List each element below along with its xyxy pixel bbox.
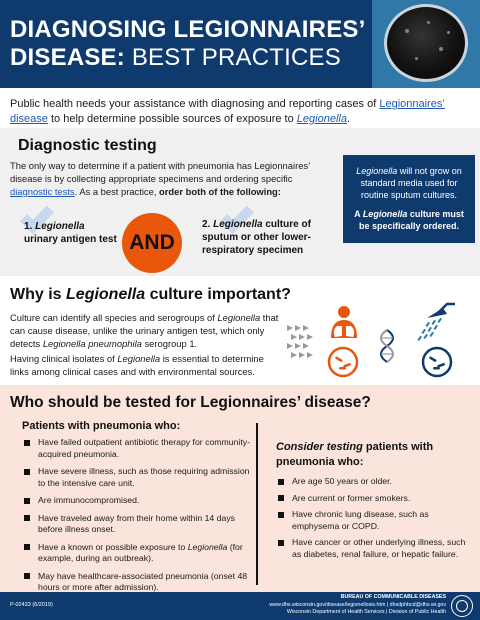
why-paragraph-2 [10, 352, 282, 378]
test2-name: culture of sputum or other lower-respiratory specimen [202, 219, 311, 256]
title-line2-light: BEST PRACTICES [131, 44, 341, 71]
right-criteria-list [276, 476, 472, 560]
note-text [356, 166, 462, 200]
list-item: May have healthcare-associated pneumonia (onset 48 hours or more after admission). [22, 571, 250, 594]
list-item: Have cancer or other underlying illness, such as diabetes, renal failure, or hepatic failure. [276, 537, 472, 560]
footer-contact [269, 594, 446, 617]
bureau-name: BUREAU OF COMMUNICABLE DISEASES [340, 594, 446, 600]
footer [0, 592, 480, 620]
left-criteria-list [22, 437, 250, 594]
petri-dish-plate [384, 4, 468, 82]
bacteria-icon [329, 348, 357, 376]
test1-genus: Legionella [35, 221, 85, 232]
test1-number: 1. [24, 221, 36, 232]
why-p1-species: Legionella pneumophila [42, 338, 142, 349]
and-badge: AND [122, 213, 182, 273]
test-culture [202, 218, 330, 257]
list-item: Are immunocompromised. [22, 495, 250, 507]
page-title [10, 16, 370, 72]
why-p1-a: Culture can identify all species and serogroups of [10, 312, 218, 323]
list-item [22, 542, 250, 565]
title-line2-bold: DISEASE: [10, 44, 125, 71]
diag-text: The only way to determine if a patient with pneumonia has Legionnaires’ disease is by collecting appropriate specimens and ordering specific [10, 160, 310, 184]
why-p1-b: that can cause disease, unlike the urinary antigen test, which only detects [10, 312, 279, 349]
colony-spot [405, 29, 409, 33]
dna-icon [381, 330, 393, 362]
who-tested-section [0, 385, 480, 592]
why-p2-genus: Legionella [117, 353, 161, 364]
diagnostic-description [10, 159, 332, 198]
note-bold-rest: culture must be specifically ordered. [358, 209, 464, 231]
why-p1-c: serogroup 1. [141, 338, 198, 349]
intro-text: to help determine possible sources of exposure to [47, 113, 297, 125]
colony-spot [439, 47, 443, 51]
test2-number: 2. [202, 219, 214, 230]
list-item: Are age 50 years or older. [276, 476, 472, 488]
why-p1-genus: Legionella [217, 312, 261, 323]
note-genus: Legionella [356, 166, 398, 176]
exposure-text: Have a known or possible exposure to [38, 541, 188, 552]
list-item: Have traveled away from their home within 14 days before illness onset. [22, 513, 250, 536]
test1-name: urinary antigen test [24, 234, 117, 245]
note-bold-genus: Legionella [362, 209, 408, 219]
note-emphasis [349, 208, 469, 232]
who-tested-heading: Who should be tested for Legionnaires’ disease? [10, 394, 371, 411]
consider-testing-italic: Consider testing [276, 441, 363, 453]
list-item: Are current or former smokers. [276, 493, 472, 505]
publication-id: P-02433 (6/2019) [10, 602, 53, 608]
diagnostic-testing-heading: Diagnostic testing [18, 137, 157, 154]
culture-note-box [343, 155, 475, 243]
legionella-link[interactable]: Legionella [296, 113, 347, 125]
bacteria-icon [423, 348, 451, 376]
department-line: Wisconsin Department of Health Services | Division of Public Health [286, 609, 446, 615]
list-item: Have chronic lung disease, such as emphysema or COPD. [276, 509, 472, 532]
exposure-genus: Legionella [187, 541, 228, 552]
diagnostic-tests-link[interactable]: diagnostic tests [10, 186, 75, 197]
colony-spot [415, 57, 418, 60]
colony-spot [427, 21, 430, 24]
why-title-a: Why is [10, 286, 67, 303]
intro-text: . [346, 113, 351, 125]
why-culture-heading [10, 286, 291, 304]
test2-genus: Legionella [213, 219, 263, 230]
intro-paragraph [10, 97, 472, 127]
patients-pneumonia-heading: Patients with pneumonia who: [22, 420, 181, 432]
note-body: will not grow on standard media used for routine sputum cultures. [360, 166, 462, 200]
colony-spot [447, 31, 450, 34]
air-flow-icon [287, 325, 313, 358]
diag-bold-text: order both of the following: [159, 186, 281, 197]
why-p2-a: Having clinical isolates of [10, 353, 118, 364]
why-title-genus: Legionella [66, 286, 146, 303]
intro-text: Public health needs your assistance with diagnosing and reporting cases of [10, 98, 380, 110]
note-bold-a: A [354, 209, 363, 219]
why-paragraph-1 [10, 311, 282, 350]
column-divider [256, 423, 258, 585]
list-item: Have failed outpatient antibiotic therapy for community-acquired pneumonia. [22, 437, 250, 460]
test-urinary-antigen [24, 220, 124, 246]
diag-text: . As a best practice, [74, 186, 160, 197]
seal-inner-ring [456, 600, 468, 612]
title-line1: DIAGNOSING LEGIONNAIRES’ [10, 16, 366, 43]
legionnaires-disease-link[interactable]: Legionnaires’ disease [10, 98, 445, 125]
why-title-b: culture important? [145, 286, 291, 303]
transmission-illustration [287, 300, 477, 380]
contact-line[interactable]: www.dhs.wisconsin.gov/disease/legionellosis.htm | dhsdphbcd@dhs.wi.gov [269, 601, 446, 608]
petri-dish-image [372, 0, 480, 88]
header-banner [0, 0, 480, 88]
shower-icon [417, 304, 455, 341]
why-p2-b: is essential to determine links among clinical cases and with environmental sources. [10, 353, 264, 377]
lungs-icon [331, 306, 357, 338]
exposure-rest: (for example, during an outbreak). [38, 541, 243, 563]
consider-testing-heading [276, 440, 466, 470]
list-item: Have severe illness, such as those requiring admission to the intensive care unit. [22, 466, 250, 489]
consider-testing-rest: patients with pneumonia who: [276, 441, 434, 468]
state-seal-icon [451, 595, 473, 617]
